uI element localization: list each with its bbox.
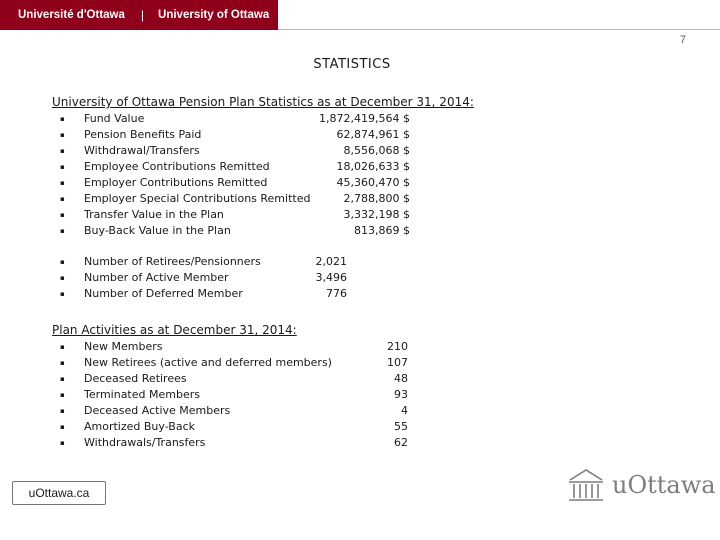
plan-activities-heading: Plan Activities as at December 31, 2014: — [52, 323, 297, 337]
item-label: Deceased Active Members — [84, 404, 231, 417]
bullet-icon: ▪ — [60, 375, 65, 383]
university-building-icon — [566, 466, 606, 504]
item-value: 813,869 $ — [354, 224, 410, 237]
bullet-icon: ▪ — [60, 407, 65, 415]
university-banner — [0, 0, 278, 30]
pension-stats-heading: University of Ottawa Pension Plan Statistics as at December 31, 2014: — [52, 95, 474, 109]
header-rule — [278, 29, 720, 30]
item-label: Deceased Retirees — [84, 372, 187, 385]
item-value: 107 — [387, 356, 408, 369]
page-number: 7 — [679, 34, 686, 46]
item-label: New Members — [84, 340, 163, 353]
item-value: 48 — [394, 372, 408, 385]
banner-separator: | — [140, 8, 145, 22]
item-label: Withdrawal/Transfers — [84, 144, 200, 157]
item-label: Employer Special Contributions Remitted — [84, 192, 311, 205]
item-label: Number of Deferred Member — [84, 287, 243, 300]
item-label: Employee Contributions Remitted — [84, 160, 270, 173]
bullet-icon: ▪ — [60, 115, 65, 123]
item-value: 55 — [394, 420, 408, 433]
bullet-icon: ▪ — [60, 147, 65, 155]
item-value: 8,556,068 $ — [343, 144, 410, 157]
item-label: Employer Contributions Remitted — [84, 176, 268, 189]
item-value: 776 — [326, 287, 347, 300]
item-label: Transfer Value in the Plan — [84, 208, 224, 221]
page-title: STATISTICS — [313, 57, 391, 72]
item-label: Pension Benefits Paid — [84, 128, 202, 141]
bullet-icon: ▪ — [60, 391, 65, 399]
item-value: 2,788,800 $ — [343, 192, 410, 205]
bullet-icon: ▪ — [60, 274, 65, 282]
item-value: 3,332,198 $ — [343, 208, 410, 221]
bullet-icon: ▪ — [60, 258, 65, 266]
bullet-icon: ▪ — [60, 423, 65, 431]
bullet-icon: ▪ — [60, 211, 65, 219]
bullet-icon: ▪ — [60, 227, 65, 235]
bullet-icon: ▪ — [60, 195, 65, 203]
english-university-name: University of Ottawa — [158, 9, 270, 21]
item-value: 45,360,470 $ — [336, 176, 410, 189]
bullet-icon: ▪ — [60, 179, 65, 187]
item-label: Withdrawals/Transfers — [84, 436, 206, 449]
item-value: 18,026,633 $ — [336, 160, 410, 173]
bullet-icon: ▪ — [60, 290, 65, 298]
item-label: Terminated Members — [84, 388, 200, 401]
item-value: 2,021 — [315, 255, 347, 268]
item-value: 3,496 — [315, 271, 347, 284]
item-label: Number of Active Member — [84, 271, 229, 284]
item-label: Fund Value — [84, 112, 145, 125]
item-value: 62,874,961 $ — [336, 128, 410, 141]
french-university-name: Université d'Ottawa — [18, 9, 125, 21]
item-value: 210 — [387, 340, 408, 353]
item-value: 93 — [394, 388, 408, 401]
logo-wordmark: uOttawa — [612, 471, 716, 499]
bullet-icon: ▪ — [60, 439, 65, 447]
website-link[interactable]: uOttawa.ca — [12, 481, 106, 505]
item-value: 62 — [394, 436, 408, 449]
item-label: Amortized Buy-Back — [84, 420, 195, 433]
bullet-icon: ▪ — [60, 359, 65, 367]
item-value: 4 — [401, 404, 408, 417]
bullet-icon: ▪ — [60, 343, 65, 351]
item-label: New Retirees (active and deferred members) — [84, 356, 332, 369]
item-label: Buy-Back Value in the Plan — [84, 224, 231, 237]
item-value: 1,872,419,564 $ — [319, 112, 410, 125]
item-label: Number of Retirees/Pensionners — [84, 255, 261, 268]
uottawa-logo — [566, 466, 716, 504]
bullet-icon: ▪ — [60, 131, 65, 139]
bullet-icon: ▪ — [60, 163, 65, 171]
